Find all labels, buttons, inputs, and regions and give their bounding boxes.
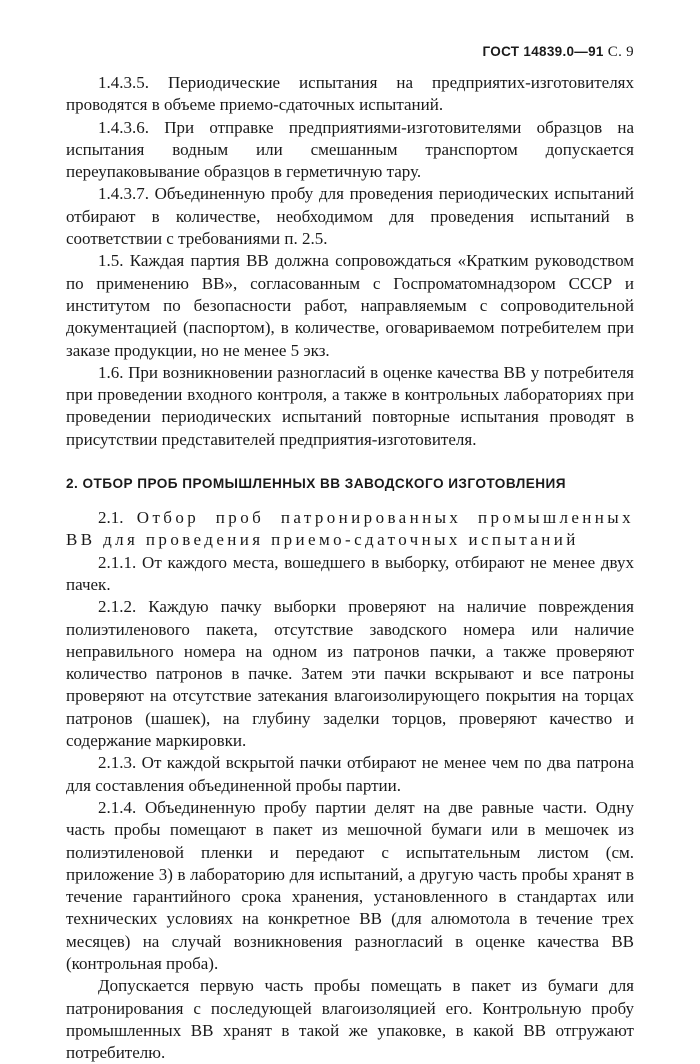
subsection-2-1-number: 2.1. bbox=[98, 508, 124, 528]
subsection-2-1-title: Отбор проб патронированных промышленных ВВ для проведения приемо-сдаточных испытаний bbox=[66, 508, 634, 550]
paragraph-1-6: 1.6. При возникновении разногласий в оценке качества ВВ у потребителя при проведении входного контроля, а также в контрольных лабораториях при проведении периодических испытаний повторные испытания проводят в присутствии представителей предприятия-изготовителя. bbox=[66, 362, 634, 449]
paragraph-1-4-3-5: 1.4.3.5. Периодические испытания на предприятих-изготовителях проводятся в объеме приемо-сдаточных испытаний. bbox=[66, 73, 634, 115]
section-2-title: 2. ОТБОР ПРОБ ПРОМЫШЛЕННЫХ ВВ ЗАВОДСКОГО ИЗГОТОВЛЕНИЯ bbox=[66, 476, 566, 492]
paragraph-2-1-3: 2.1.3. От каждой вскрытой пачки отбирают не менее чем по два патрона для составления объединенной пробы партии. bbox=[66, 753, 634, 795]
paragraph-1-5: 1.5. Каждая партия ВВ должна сопровождаться «Кратким руководством по применению ВВ», согласованным с Госпроматомнадзором СССР и институтом по безопасности работ, направляемым с сопроводительной документацией (паспортом), в количестве, оговариваемом потребителем при заказе продукции, но не менее 5 экз. bbox=[66, 251, 634, 360]
document-body bbox=[66, 72, 634, 1064]
paragraph-1-4-3-7: 1.4.3.7. Объединенную пробу для проведения периодических испытаний отбирают в количестве, необходимом для проведения испытаний в соответствии с требованиями п. 2.5. bbox=[66, 184, 634, 249]
paragraph-2-1-1: 2.1.1. От каждого места, вошедшего в выборку, отбирают не менее двух пачек. bbox=[66, 552, 634, 594]
subsection-2-1-heading bbox=[66, 507, 634, 552]
standard-number: ГОСТ 14839.0—91 bbox=[482, 44, 604, 59]
paragraph-2-1-4: 2.1.4. Объединенную пробу партии делят на две равные части. Одну часть пробы помещают в пакет из мешочной бумаги или в мешочек из полиэтиленовой пленки и передают с испытательным листом (см. приложение 3) в лабораторию для испытаний, а другую часть пробы хранят в течение гарантийного срока хранения, установленного в стандартах или технических условиях на конкретное ВВ (для алюмотола в течение трех месяцев) на случай возникновения разногласий в оценке качества ВВ (контрольная проба). bbox=[66, 797, 634, 973]
page-number: С. 9 bbox=[607, 44, 634, 60]
page-header bbox=[483, 44, 634, 61]
paragraph-2-1-2: 2.1.2. Каждую пачку выборки проверяют на наличие повреждения полиэтиленового пакета, отсутствие заводского номера или наличие неправильного номера на одном из патронов пачки, а также проверяют количество патронов в пачке. Затем эти пачки вскрывают и все патроны проверяют на отсутствие затекания влагоизолирующего покрытия на торцах патронов (шашек), на глубину заделки торцов, проверяют качество и содержание маркировки. bbox=[66, 597, 634, 751]
paragraph-1-4-3-6: 1.4.3.6. При отправке предприятиями-изготовителями образцов на испытания водным или смешанным транспортом допускается переупаковывание образцов в герметичную тару. bbox=[66, 117, 634, 182]
paragraph-2-1-4-note: Допускается первую часть пробы помещать в пакет из бумаги для патронирования с последующей влагоизоляцией его. Контрольную пробу промышленных ВВ хранят в такой же упаковке, в какой ВВ отгружают потребителю. bbox=[66, 976, 634, 1063]
